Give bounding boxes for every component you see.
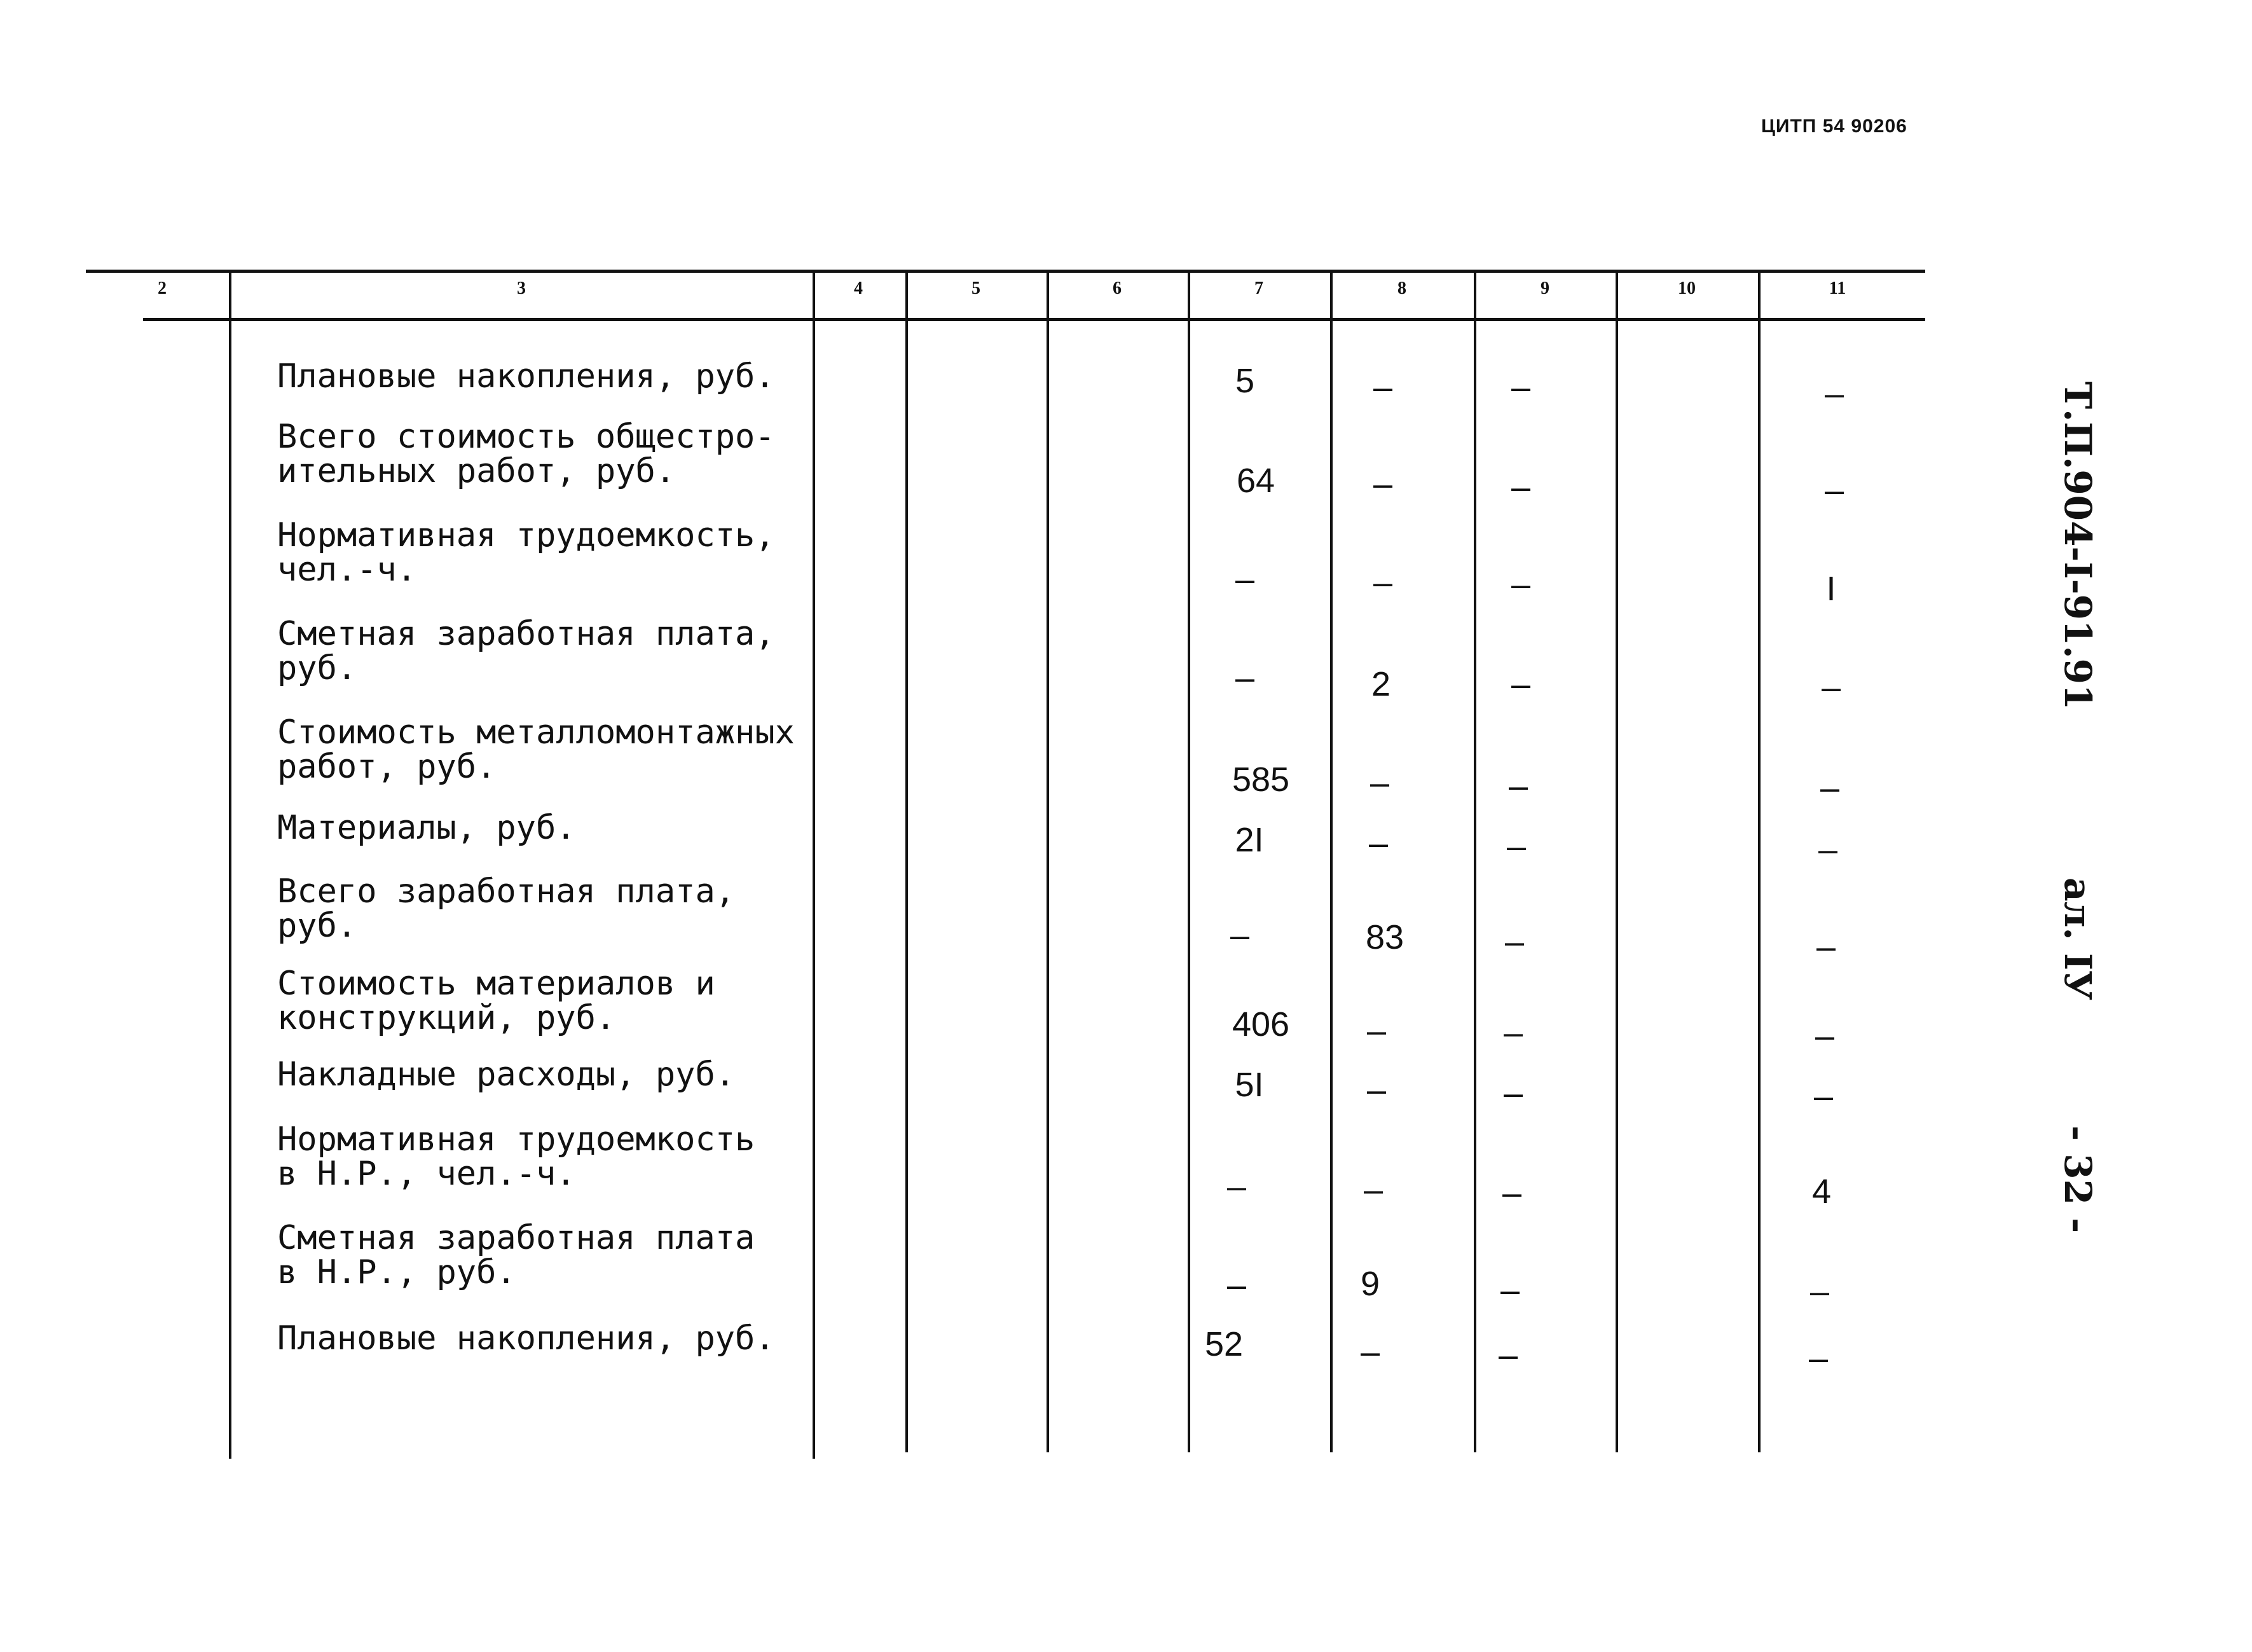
document-number: Т.П.904-I-91.91	[2056, 382, 2099, 710]
column-divider	[229, 270, 231, 1459]
row-label: Сметная заработная плата в Н.Р., руб.	[277, 1219, 755, 1291]
page-number: - 32 -	[2056, 1125, 2099, 1234]
column-number: 3	[517, 279, 526, 298]
cell-col11: –	[1808, 1339, 1829, 1377]
cell-col9: –	[1511, 665, 1531, 703]
cell-col7: –	[1226, 1266, 1247, 1304]
cell-col7: 2I	[1235, 821, 1264, 859]
cell-col9: –	[1506, 827, 1527, 865]
cell-col9: –	[1511, 368, 1531, 406]
column-divider	[1330, 270, 1333, 1452]
cell-col9: –	[1511, 468, 1531, 506]
cell-col9: –	[1511, 565, 1531, 603]
cell-col8: 9	[1360, 1265, 1380, 1303]
row-label: Накладные расходы, руб.	[277, 1056, 736, 1094]
table-header-rule	[143, 318, 1925, 321]
row-label: Нормативная трудоемкость, чел.-ч.	[277, 516, 775, 589]
column-divider	[1616, 270, 1618, 1452]
column-divider	[905, 270, 908, 1452]
cell-col7: 64	[1236, 462, 1275, 500]
column-number: 4	[854, 279, 863, 298]
cell-col8: –	[1360, 1333, 1380, 1371]
cell-col11: –	[1813, 1077, 1834, 1115]
cell-col8: –	[1363, 1171, 1383, 1209]
cell-col7: 5I	[1235, 1066, 1264, 1104]
document-code: ЦИТП 54 90206	[1761, 116, 1907, 137]
cell-col11: –	[1816, 928, 1836, 966]
column-number: 9	[1541, 279, 1549, 298]
column-number: 6	[1113, 279, 1122, 298]
cell-col8: –	[1373, 563, 1393, 602]
row-label: Стоимость материалов и конструкций, руб.	[277, 965, 715, 1037]
column-number: 10	[1678, 279, 1696, 298]
cell-col7: –	[1235, 659, 1255, 697]
cell-col11: –	[1815, 1017, 1835, 1055]
cell-col11: 4	[1811, 1173, 1832, 1211]
cell-col7: –	[1230, 916, 1250, 954]
column-divider	[813, 270, 815, 1459]
row-label: Плановые накопления, руб.	[277, 357, 775, 396]
row-label: Плановые накопления, руб.	[277, 1319, 775, 1358]
column-number: 8	[1397, 279, 1406, 298]
column-divider	[1758, 270, 1761, 1452]
cell-col7: –	[1235, 560, 1255, 598]
column-divider	[1188, 270, 1190, 1452]
cell-col9: –	[1502, 1174, 1522, 1212]
cell-col9: –	[1503, 1074, 1523, 1112]
cell-col11: –	[1809, 1272, 1830, 1311]
cell-col8: –	[1366, 1071, 1387, 1109]
cell-col7: –	[1226, 1167, 1247, 1206]
column-divider	[1047, 270, 1049, 1452]
cell-col9: –	[1498, 1336, 1518, 1374]
cell-col8: –	[1373, 368, 1393, 406]
cell-col9: –	[1500, 1271, 1520, 1309]
cell-col9: –	[1503, 1014, 1523, 1052]
cell-col8: 2	[1371, 665, 1391, 703]
cell-col11: –	[1824, 375, 1844, 413]
cell-col7: 406	[1232, 1005, 1290, 1043]
cell-col11: –	[1820, 769, 1840, 807]
cell-col11: –	[1818, 830, 1838, 869]
row-label: Стоимость металломонтажных работ, руб.	[277, 713, 795, 786]
album-number: ал. IУ	[2056, 878, 2099, 1001]
row-label: Сметная заработная плата, руб.	[277, 615, 775, 687]
cell-col8: –	[1370, 764, 1390, 802]
column-number: 11	[1829, 279, 1846, 298]
row-label: Всего заработная плата, руб.	[277, 872, 736, 945]
cell-col11: –	[1821, 668, 1841, 706]
column-number: 7	[1254, 279, 1263, 298]
column-divider	[1474, 270, 1476, 1452]
row-label: Всего стоимость общестро- ительных работ, руб.	[277, 418, 775, 490]
cell-col9: –	[1504, 923, 1525, 961]
cell-col8: –	[1366, 1012, 1387, 1050]
row-label: Материалы, руб.	[277, 809, 576, 847]
cell-col11: I	[1826, 570, 1836, 608]
row-label: Нормативная трудоемкость в Н.Р., чел.-ч.	[277, 1120, 755, 1193]
cell-col7: 52	[1204, 1325, 1244, 1363]
table-top-rule	[86, 270, 1925, 273]
cell-col7: 585	[1232, 761, 1290, 799]
cell-col9: –	[1508, 767, 1528, 805]
cell-col8: 83	[1365, 918, 1404, 956]
cell-col11: –	[1824, 471, 1844, 509]
column-number: 5	[972, 279, 980, 298]
cell-col7: 5	[1235, 362, 1255, 400]
column-number: 2	[158, 279, 167, 298]
cell-col8: –	[1368, 824, 1389, 862]
cell-col8: –	[1373, 465, 1393, 503]
